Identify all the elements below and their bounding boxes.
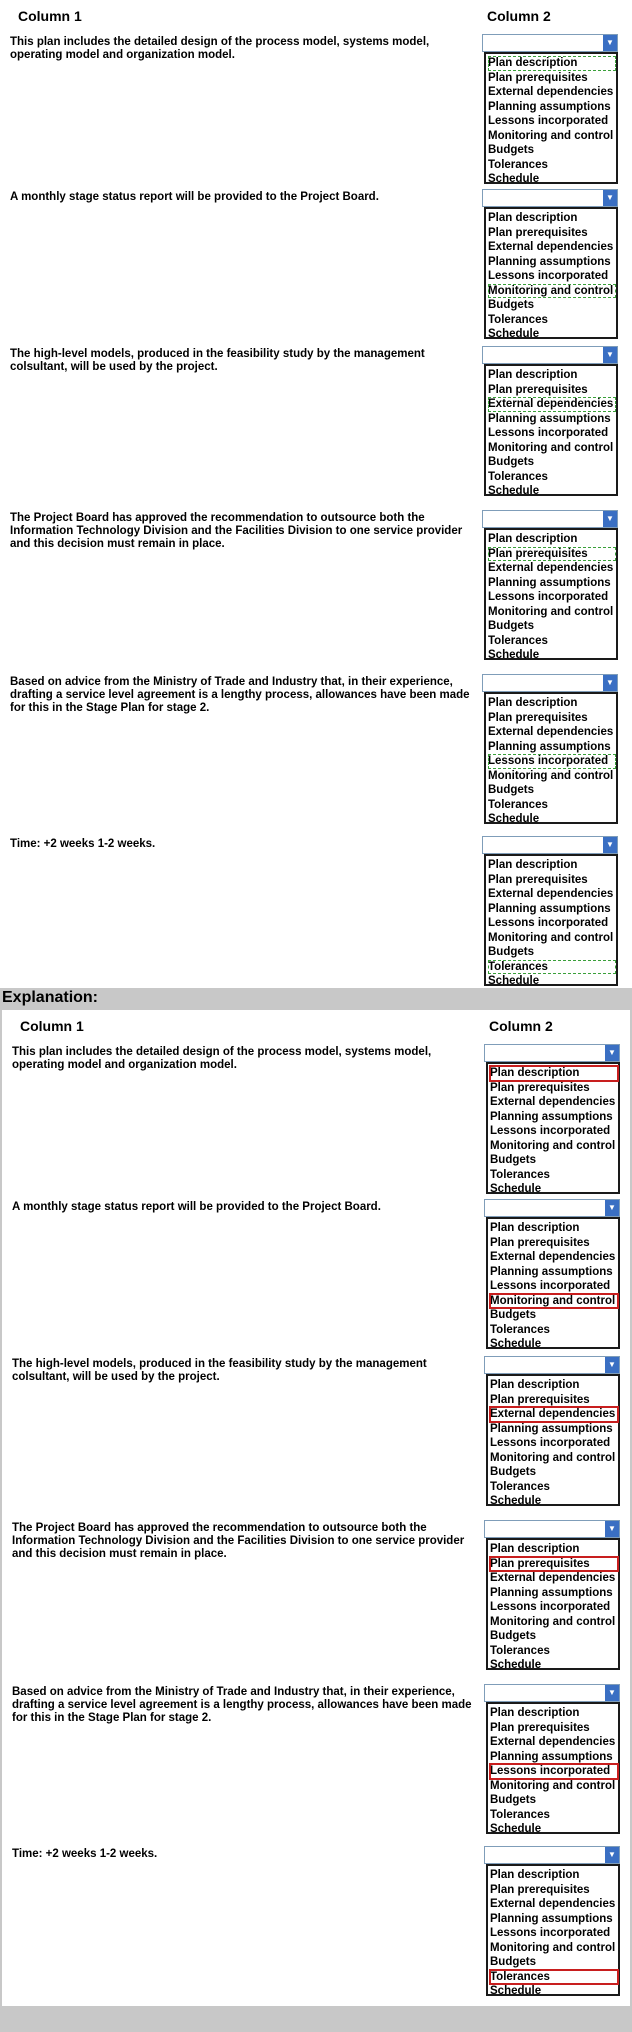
option-item[interactable]: Monitoring and control <box>488 284 616 299</box>
option-item[interactable]: Planning assumptions <box>488 100 611 113</box>
option-item[interactable]: Plan description <box>490 1869 580 1881</box>
option-item[interactable]: Monitoring and control <box>490 1779 616 1792</box>
options-listbox[interactable] <box>484 52 618 184</box>
answer-dropdown[interactable] <box>484 1520 620 1538</box>
option-item[interactable]: Budgets <box>488 784 534 796</box>
statement: A monthly stage status report will be provided to the Project Board. <box>12 1201 381 1213</box>
answer-dropdown[interactable] <box>482 189 618 207</box>
option-item[interactable]: External dependencies <box>488 888 614 900</box>
option-item[interactable]: Tolerances <box>490 1808 550 1821</box>
option-item[interactable]: Lessons incorporated <box>488 270 609 282</box>
chevron-down-icon[interactable]: ▼ <box>603 675 617 691</box>
chevron-down-icon[interactable]: ▼ <box>603 511 617 527</box>
option-item[interactable]: Schedule <box>490 1985 542 1997</box>
options-listbox[interactable] <box>484 854 618 986</box>
option-item[interactable]: Plan description <box>488 56 616 71</box>
option-item[interactable]: Plan prerequisites <box>490 1883 590 1896</box>
question-panel <box>0 0 632 990</box>
option-item[interactable]: Monitoring and control <box>490 1294 618 1309</box>
chevron-down-icon[interactable]: ▼ <box>605 1685 619 1701</box>
answer-dropdown[interactable] <box>484 1044 620 1062</box>
option-item[interactable]: Planning assumptions <box>488 412 611 425</box>
options-listbox[interactable] <box>484 364 618 496</box>
option-item[interactable]: Planning assumptions <box>488 576 611 589</box>
option-item[interactable]: Lessons incorporated <box>488 591 609 603</box>
option-item[interactable]: Budgets <box>490 1956 536 1968</box>
chevron-down-icon[interactable]: ▼ <box>603 347 617 363</box>
statement: The high-level models, produced in the feasibility study by the management colsultant, will be used by the project. <box>10 348 425 373</box>
answer-dropdown[interactable] <box>482 836 618 854</box>
option-item[interactable]: Plan prerequisites <box>488 226 588 239</box>
option-item[interactable]: Plan prerequisites <box>488 71 588 84</box>
option-item[interactable]: Schedule <box>490 1495 542 1507</box>
statement: A monthly stage status report will be provided to the Project Board. <box>10 191 379 203</box>
option-item[interactable]: Plan description <box>490 1379 580 1391</box>
option-item[interactable]: Schedule <box>490 1183 542 1195</box>
option-item[interactable]: Plan description <box>490 1222 580 1234</box>
option-item[interactable]: Tolerances <box>488 798 548 811</box>
option-item[interactable]: Budgets <box>488 144 534 156</box>
option-item[interactable]: Tolerances <box>488 470 548 483</box>
option-item[interactable]: External dependencies <box>490 1251 616 1263</box>
option-item[interactable]: Schedule <box>488 975 540 987</box>
statement: The Project Board has approved the recommendation to outsource both the Information Technology Division and the Facilities Division to one service provider and this decision must remain in place. <box>10 512 463 550</box>
options-listbox[interactable] <box>484 207 618 339</box>
option-item[interactable]: Monitoring and control <box>488 931 614 944</box>
option-item[interactable]: Plan description <box>488 212 578 224</box>
option-item[interactable]: Planning assumptions <box>490 1750 613 1763</box>
chevron-down-icon[interactable]: ▼ <box>603 190 617 206</box>
answer-dropdown[interactable] <box>482 510 618 528</box>
option-item[interactable]: Tolerances <box>488 634 548 647</box>
option-item[interactable]: Plan prerequisites <box>490 1236 590 1249</box>
option-item[interactable]: Schedule <box>488 328 540 340</box>
option-item[interactable]: External dependencies <box>490 1096 616 1108</box>
chevron-down-icon[interactable]: ▼ <box>603 837 617 853</box>
chevron-down-icon[interactable]: ▼ <box>605 1521 619 1537</box>
option-item[interactable]: Plan prerequisites <box>488 711 588 724</box>
option-item[interactable]: External dependencies <box>488 726 614 738</box>
statement: Based on advice from the Ministry of Trade and Industry that, in their experience, drafting a service level agreement is a lengthy process, allowances have been made for this in the Stage Plan for stage 2. <box>10 676 470 714</box>
option-item[interactable]: Tolerances <box>488 158 548 171</box>
column-1-header: Column 1 <box>20 1018 84 1034</box>
option-item[interactable]: Lessons incorporated <box>490 1125 611 1137</box>
option-item[interactable]: Lessons incorporated <box>490 1927 611 1939</box>
option-item[interactable]: Schedule <box>488 649 540 661</box>
chevron-down-icon[interactable]: ▼ <box>603 35 617 51</box>
answer-dropdown[interactable] <box>484 1199 620 1217</box>
option-item[interactable]: Plan prerequisites <box>488 873 588 886</box>
options-listbox[interactable] <box>486 1062 620 1194</box>
option-item[interactable]: Budgets <box>488 946 534 958</box>
statement: The high-level models, produced in the feasibility study by the management colsultant, will be used by the project. <box>12 1358 427 1383</box>
option-item[interactable]: Monitoring and control <box>488 605 614 618</box>
option-item[interactable]: Tolerances <box>490 1480 550 1493</box>
option-item[interactable]: External dependencies <box>490 1736 616 1748</box>
option-item[interactable]: Schedule <box>490 1823 542 1835</box>
option-item[interactable]: Plan description <box>488 859 578 871</box>
statement: Time: +2 weeks 1-2 weeks. <box>10 838 156 850</box>
option-item[interactable]: External dependencies <box>490 1407 618 1422</box>
options-listbox[interactable] <box>486 1702 620 1834</box>
option-item[interactable]: External dependencies <box>488 562 614 574</box>
answer-dropdown[interactable] <box>482 34 618 52</box>
option-item[interactable]: Planning assumptions <box>490 1586 613 1599</box>
option-item[interactable]: Plan prerequisites <box>490 1393 590 1406</box>
option-item[interactable]: Planning assumptions <box>488 740 611 753</box>
answer-dropdown[interactable] <box>482 674 618 692</box>
option-item[interactable]: Schedule <box>488 485 540 497</box>
answer-dropdown[interactable] <box>484 1846 620 1864</box>
explanation-panel <box>2 1010 630 2006</box>
option-item[interactable]: Lessons incorporated <box>488 754 616 769</box>
chevron-down-icon[interactable]: ▼ <box>605 1357 619 1373</box>
statement: Time: +2 weeks 1-2 weeks. <box>12 1848 158 1860</box>
option-item[interactable]: Monitoring and control <box>488 441 614 454</box>
option-item[interactable]: Plan prerequisites <box>488 383 588 396</box>
option-item[interactable]: Plan description <box>488 697 578 709</box>
option-item[interactable]: External dependencies <box>488 241 614 253</box>
option-item[interactable]: Schedule <box>490 1338 542 1350</box>
option-item[interactable]: Tolerances <box>490 1644 550 1657</box>
option-item[interactable]: Tolerances <box>488 960 616 975</box>
option-item[interactable]: Planning assumptions <box>488 255 611 268</box>
option-item[interactable]: External dependencies <box>488 86 614 98</box>
column-2-header: Column 2 <box>487 8 551 24</box>
option-item[interactable]: Planning assumptions <box>490 1912 613 1925</box>
option-item[interactable]: Tolerances <box>490 1168 550 1181</box>
option-item[interactable]: Monitoring and control <box>490 1941 616 1954</box>
option-item[interactable]: Monitoring and control <box>488 769 614 782</box>
options-listbox[interactable] <box>486 1864 620 1996</box>
chevron-down-icon[interactable]: ▼ <box>605 1200 619 1216</box>
column-1-header: Column 1 <box>18 8 82 24</box>
option-item[interactable]: Lessons incorporated <box>490 1764 618 1779</box>
options-listbox[interactable] <box>484 692 618 824</box>
option-item[interactable]: Schedule <box>488 813 540 825</box>
option-item[interactable]: Budgets <box>488 456 534 468</box>
option-item[interactable]: Tolerances <box>490 1323 550 1336</box>
answer-dropdown[interactable] <box>482 346 618 364</box>
option-item[interactable]: Schedule <box>488 173 540 185</box>
statement: The Project Board has approved the recommendation to outsource both the Information Technology Division and the Facilities Division to one service provider and this decision must remain in place. <box>12 1522 465 1560</box>
statement: This plan includes the detailed design of the process model, systems model, operating model and organization model. <box>12 1046 432 1071</box>
option-item[interactable]: Plan prerequisites <box>490 1557 618 1572</box>
option-item[interactable]: Budgets <box>490 1794 536 1806</box>
chevron-down-icon[interactable]: ▼ <box>605 1847 619 1863</box>
option-item[interactable]: Plan prerequisites <box>490 1081 590 1094</box>
column-2-header: Column 2 <box>489 1018 553 1034</box>
option-item[interactable]: Plan description <box>490 1543 580 1555</box>
option-item[interactable]: Plan description <box>488 369 578 381</box>
options-listbox[interactable] <box>484 528 618 660</box>
option-item[interactable]: Plan description <box>488 533 578 545</box>
option-item[interactable]: Tolerances <box>488 313 548 326</box>
answer-dropdown[interactable] <box>484 1356 620 1374</box>
explanation-title: Explanation: <box>2 989 99 1006</box>
option-item[interactable]: Plan description <box>490 1707 580 1719</box>
options-listbox[interactable] <box>486 1374 620 1506</box>
option-item[interactable]: Plan prerequisites <box>488 547 616 562</box>
option-item[interactable]: Tolerances <box>490 1970 618 1985</box>
option-item[interactable]: External dependencies <box>490 1898 616 1910</box>
options-listbox[interactable] <box>486 1217 620 1349</box>
options-listbox[interactable] <box>486 1538 620 1670</box>
option-item[interactable]: Monitoring and control <box>490 1615 616 1628</box>
option-item[interactable]: Lessons incorporated <box>490 1437 611 1449</box>
answer-dropdown[interactable] <box>484 1684 620 1702</box>
option-item[interactable]: External dependencies <box>490 1572 616 1584</box>
option-item[interactable]: Planning assumptions <box>488 902 611 915</box>
option-item[interactable]: External dependencies <box>488 397 616 412</box>
option-item[interactable]: Budgets <box>488 299 534 311</box>
option-item[interactable]: Planning assumptions <box>490 1110 613 1123</box>
option-item[interactable]: Lessons incorporated <box>488 427 609 439</box>
option-item[interactable]: Monitoring and control <box>490 1139 616 1152</box>
chevron-down-icon[interactable]: ▼ <box>605 1045 619 1061</box>
option-item[interactable]: Budgets <box>488 620 534 632</box>
option-item[interactable]: Planning assumptions <box>490 1265 613 1278</box>
option-item[interactable]: Planning assumptions <box>490 1422 613 1435</box>
statement: This plan includes the detailed design of the process model, systems model, operating model and organization model. <box>10 36 430 61</box>
option-item[interactable]: Monitoring and control <box>488 129 614 142</box>
option-item[interactable]: Budgets <box>490 1630 536 1642</box>
option-item[interactable]: Budgets <box>490 1154 536 1166</box>
explanation-bar <box>0 988 632 1010</box>
option-item[interactable]: Plan prerequisites <box>490 1721 590 1734</box>
option-item[interactable]: Budgets <box>490 1309 536 1321</box>
statement: Based on advice from the Ministry of Trade and Industry that, in their experience, drafting a service level agreement is a lengthy process, allowances have been made for this in the Stage Plan for stage 2. <box>12 1686 472 1724</box>
option-item[interactable]: Lessons incorporated <box>488 115 609 127</box>
option-item[interactable]: Lessons incorporated <box>488 917 609 929</box>
option-item[interactable]: Lessons incorporated <box>490 1280 611 1292</box>
option-item[interactable]: Schedule <box>490 1659 542 1671</box>
option-item[interactable]: Plan description <box>490 1066 618 1081</box>
option-item[interactable]: Monitoring and control <box>490 1451 616 1464</box>
option-item[interactable]: Budgets <box>490 1466 536 1478</box>
option-item[interactable]: Lessons incorporated <box>490 1601 611 1613</box>
